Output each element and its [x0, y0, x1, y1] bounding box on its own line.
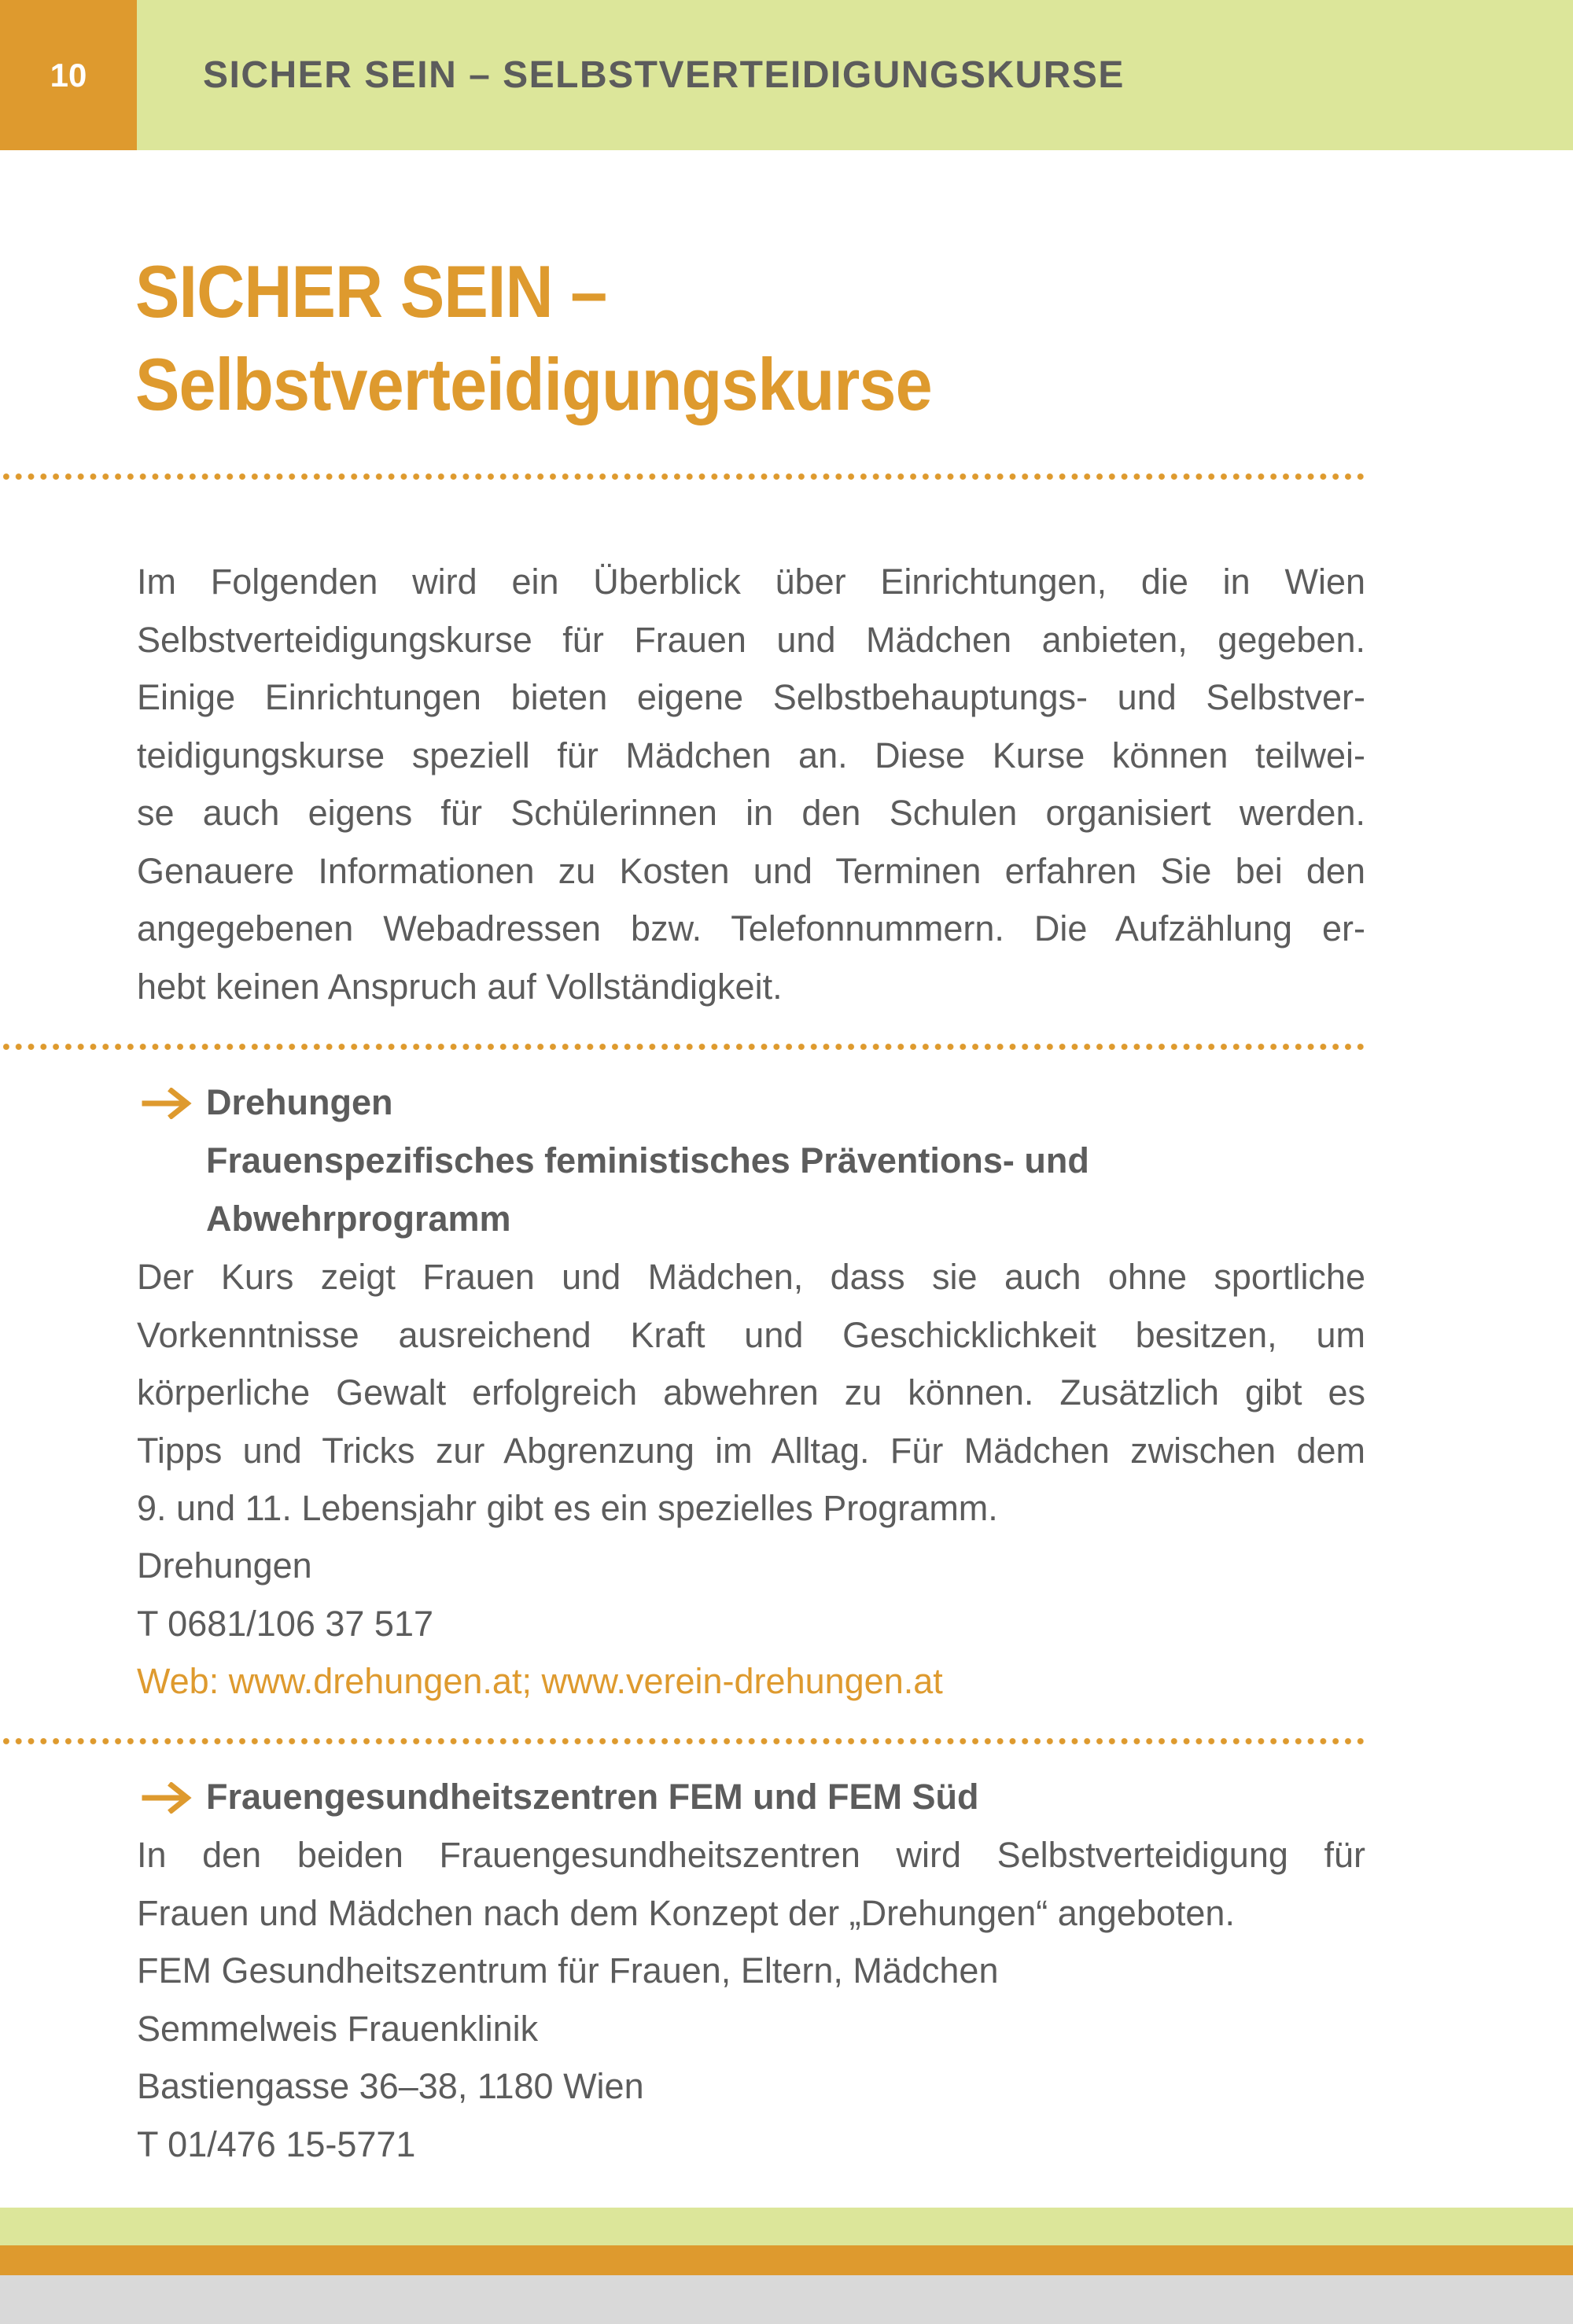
description-line: In den beiden Frauengesundheitszentren wird Selbstverteidigung für: [137, 1835, 1365, 1875]
arrow-right-icon: [142, 1088, 192, 1119]
entry-heading-drehungen: [137, 1074, 1365, 1248]
contact-line: Drehungen: [137, 1545, 312, 1586]
intro-line: hebt keinen Anspruch auf Vollständigkeit.: [137, 966, 783, 1007]
entry-heading-line: Frauenspezifisches feministisches Präventions- und: [206, 1140, 1089, 1180]
page-title-line-2: Selbstverteidigungskurse: [135, 343, 932, 425]
dotted-divider: [0, 473, 1365, 481]
intro-line: angegebenen Webadressen bzw. Telefonnummern. Die Aufzählung er-: [137, 908, 1365, 948]
entry-heading-line: Abwehrprogramm: [206, 1199, 511, 1239]
contact-line: Semmelweis Frauenklinik: [137, 2008, 539, 2049]
intro-line: Im Folgenden wird ein Überblick über Einrichtungen, die in Wien: [137, 562, 1365, 602]
description-line: 9. und 11. Lebensjahr gibt es ein spezielles Programm.: [137, 1488, 998, 1528]
entry-heading-fem: [137, 1768, 1365, 1826]
entry-description-drehungen: [137, 1248, 1365, 1538]
intro-line: se auch eigens für Schülerinnen in den Schulen organisiert werden.: [137, 793, 1365, 833]
footer-stripe-orange: [0, 2245, 1573, 2275]
description-line: Vorkenntnisse ausreichend Kraft und Geschicklichkeit besitzen, um: [137, 1314, 1365, 1355]
intro-line: Einige Einrichtungen bieten eigene Selbstbehauptungs- und Selbstver-: [137, 677, 1365, 717]
page-title: [135, 245, 1268, 431]
entry-contact-fem: [137, 1942, 1365, 2173]
arrow-right-icon: [142, 1782, 192, 1814]
intro-line: Selbstverteidigungskurse für Frauen und Mädchen anbieten, gegeben.: [137, 619, 1365, 660]
contact-line: T 0681/106 37 517: [137, 1603, 434, 1644]
description-line: Tipps und Tricks zur Abgrenzung im Alltag. Für Mädchen zwischen dem: [137, 1430, 1365, 1471]
entry-heading-line: Frauengesundheitszentren FEM und FEM Süd: [206, 1777, 979, 1817]
dotted-divider: [0, 1043, 1365, 1051]
running-title: SICHER SEIN – SELBSTVERTEIDIGUNGSKURSE: [203, 54, 1125, 96]
page-number-box: [0, 0, 137, 150]
contact-line: Bastiengasse 36–38, 1180 Wien: [137, 2066, 644, 2106]
description-line: körperliche Gewalt erfolgreich abwehren zu können. Zusätzlich gibt es: [137, 1372, 1365, 1412]
intro-line: teidigungskurse speziell für Mädchen an. Diese Kurse können teilwei-: [137, 735, 1365, 775]
dotted-divider: [0, 1737, 1365, 1745]
intro-line: Genauere Informationen zu Kosten und Terminen erfahren Sie bei den: [137, 850, 1365, 891]
page-number: 10: [50, 57, 87, 94]
web-link[interactable]: Web: www.drehungen.at; www.verein-drehungen.at: [137, 1661, 943, 1701]
footer-stripe-gray: [0, 2275, 1573, 2324]
footer-stripe-green: [0, 2208, 1573, 2245]
intro-paragraph: [137, 553, 1365, 1015]
page-title-line-1: SICHER SEIN –: [135, 250, 607, 333]
description-line: Der Kurs zeigt Frauen und Mädchen, dass sie auch ohne sportliche: [137, 1257, 1365, 1297]
entry-heading-line: Drehungen: [206, 1082, 393, 1122]
contact-line: FEM Gesundheitszentrum für Frauen, Eltern, Mädchen: [137, 1950, 999, 1991]
entry-contact-drehungen: [137, 1537, 1365, 1711]
contact-line: T 01/476 15-5771: [137, 2123, 416, 2164]
entry-description-fem: [137, 1826, 1365, 1942]
description-line: Frauen und Mädchen nach dem Konzept der „Drehungen“ angeboten.: [137, 1892, 1235, 1933]
